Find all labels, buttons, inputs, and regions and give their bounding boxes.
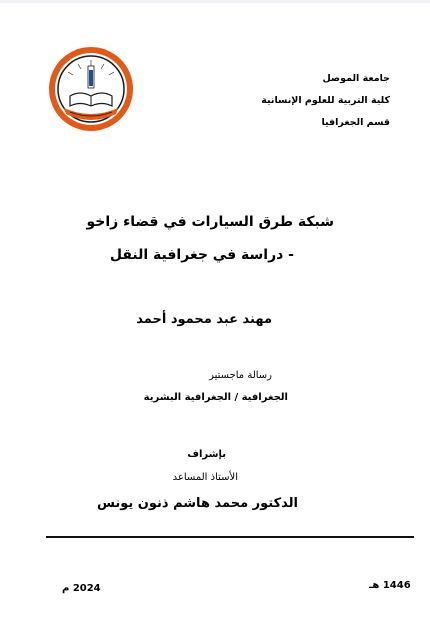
thesis-subtitle: - دراسة في جغرافية النقل — [109, 247, 294, 263]
thesis-title: شبكة طرق السيارات في قضاء زاخو — [86, 214, 334, 230]
gregorian-year: 2024 م — [62, 583, 101, 594]
hijri-year: 1446 هـ — [369, 580, 411, 591]
thesis-type: رسالة ماجستير — [209, 370, 272, 381]
department-name: قسم الجغرافيا — [321, 117, 390, 128]
university-name: جامعة الموصل — [322, 73, 390, 84]
top-edge — [0, 0, 430, 3]
university-seal-icon — [48, 46, 134, 132]
university-header — [261, 72, 390, 138]
specialization: الجغرافية / الجغرافية البشرية — [143, 392, 288, 403]
supervisor-name: الدكتور محمد هاشم ذنون يونس — [96, 496, 298, 511]
supervision-label: بإشراف — [187, 449, 226, 460]
college-name: كلية التربية للعلوم الإنسانية — [261, 95, 390, 106]
divider — [46, 536, 414, 538]
author-name: مهند عبد محمود أحمد — [136, 312, 272, 327]
supervisor-rank: الأستاذ المساعد — [172, 472, 238, 483]
